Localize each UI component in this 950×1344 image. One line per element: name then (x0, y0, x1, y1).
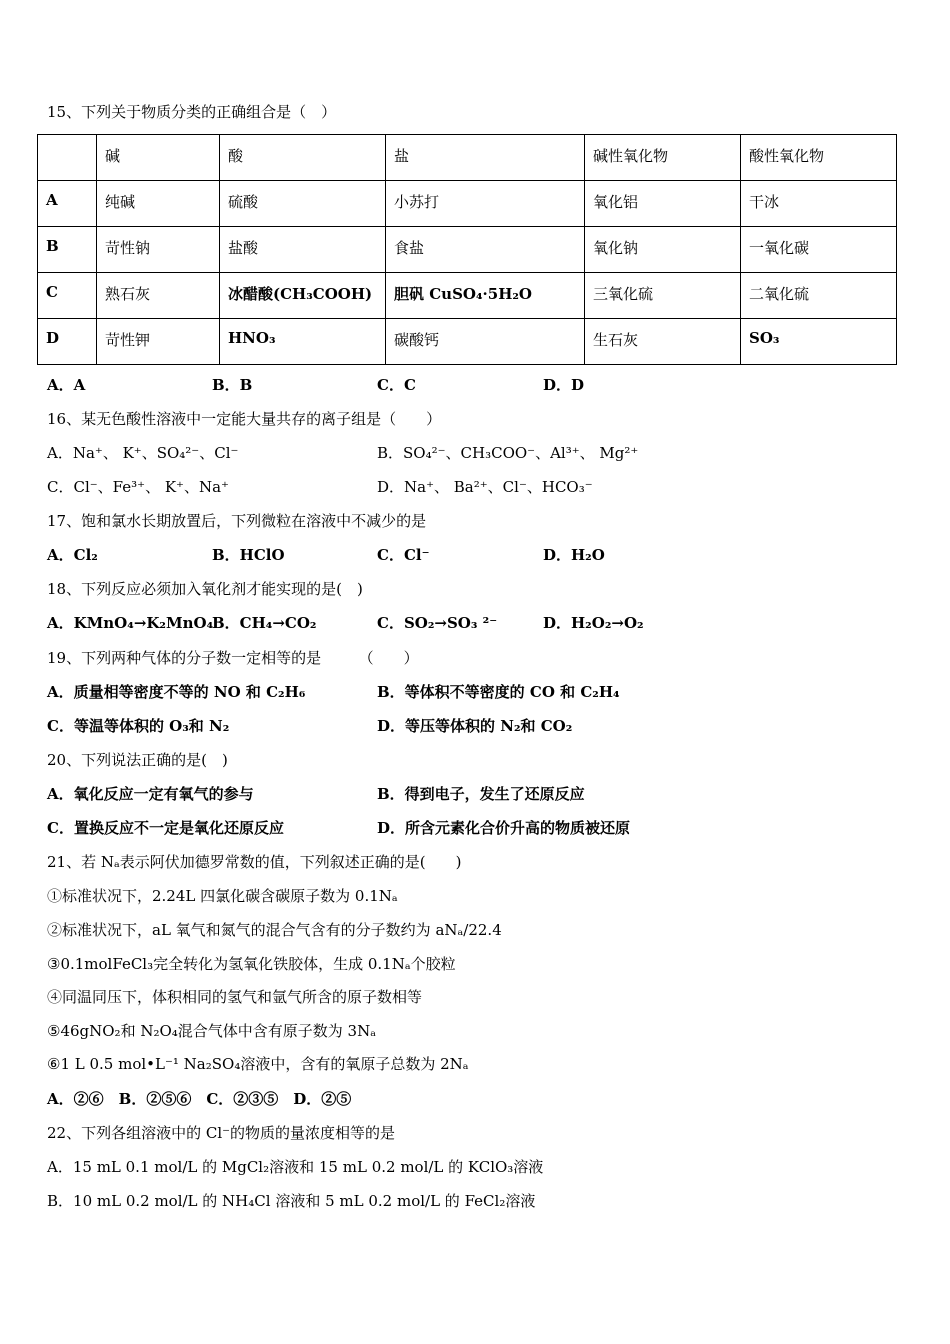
table-header-row (38, 135, 897, 181)
q21-options: A．②⑥ B．②⑤⑥ C．②③⑤ D．②⑤ (47, 1090, 352, 1108)
table-row (38, 273, 897, 319)
q19-option-d: D．等压等体积的 N₂和 CO₂ (377, 717, 573, 735)
q19-option-b: B．等体积不等密度的 CO 和 C₂H₄ (377, 683, 620, 701)
table-header-cell (38, 135, 97, 181)
q18-option-a: A．KMnO₄→K₂MnO₄ (47, 614, 214, 632)
q18-option-d: D．H₂O₂→O₂ (543, 614, 644, 632)
q15-option-a: A．A (47, 376, 86, 394)
table-header-cell: 酸性氧化物 (741, 135, 897, 181)
table-header-cell: 盐 (386, 135, 585, 181)
q16-stem: 16、某无色酸性溶液中一定能大量共存的离子组是（ ） (47, 410, 442, 428)
q17-option-d: D．H₂O (543, 546, 605, 564)
table-cell: 熟石灰 (97, 273, 220, 319)
table-cell: 氧化钠 (585, 227, 741, 273)
table-cell: 硫酸 (220, 181, 386, 227)
q21-statement-1: ①标准状况下，2.24L 四氯化碳含碳原子数为 0.1Nₐ (47, 887, 398, 905)
q21-statement-3: ③0.1molFeCl₃完全转化为氢氧化铁胶体，生成 0.1Nₐ个胶粒 (47, 955, 456, 973)
q20-option-a: A．氧化反应一定有氧气的参与 (47, 785, 254, 803)
q16-option-b: B．SO₄²⁻、CH₃COO⁻、Al³⁺、 Mg²⁺ (377, 444, 639, 462)
table-cell: HNO₃ (220, 319, 386, 365)
table-cell: 苛性钠 (97, 227, 220, 273)
q18-stem: 18、下列反应必须加入氧化剂才能实现的是( ) (47, 580, 363, 598)
q16-option-c: C．Cl⁻、Fe³⁺、 K⁺、Na⁺ (47, 478, 229, 496)
table-header-cell: 碱性氧化物 (585, 135, 741, 181)
q16-option-a: A．Na⁺、 K⁺、SO₄²⁻、Cl⁻ (47, 444, 239, 462)
table-cell: 碳酸钙 (386, 319, 585, 365)
table-cell: 生石灰 (585, 319, 741, 365)
q18-option-c: C．SO₂→SO₃ ²⁻ (377, 614, 498, 632)
classification-table (37, 134, 897, 365)
q15-option-d: D．D (543, 376, 585, 394)
table-header-cell: 碱 (97, 135, 220, 181)
q16-option-d: D．Na⁺、 Ba²⁺、Cl⁻、HCO₃⁻ (377, 478, 593, 496)
row-label: D (38, 319, 97, 365)
q21-statement-5: ⑤46gNO₂和 N₂O₄混合气体中含有原子数为 3Nₐ (47, 1022, 377, 1040)
q17-stem: 17、饱和氯水长期放置后，下列微粒在溶液中不减少的是 (47, 512, 427, 530)
row-label: A (38, 181, 97, 227)
q17-option-a: A．Cl₂ (47, 546, 98, 564)
table-row (38, 181, 897, 227)
table-cell: SO₃ (741, 319, 897, 365)
q20-option-d: D．所含元素化合价升高的物质被还原 (377, 819, 631, 837)
q22-option-a: A．15 mL 0.1 mol/L 的 MgCl₂溶液和 15 mL 0.2 mol/L 的 KClO₃溶液 (47, 1158, 544, 1176)
q21-statement-6: ⑥1 L 0.5 mol•L⁻¹ Na₂SO₄溶液中，含有的氧原子总数为 2Nₐ (47, 1055, 469, 1073)
table-cell: 盐酸 (220, 227, 386, 273)
q20-option-b: B．得到电子，发生了还原反应 (377, 785, 585, 803)
table-cell: 干冰 (741, 181, 897, 227)
table-cell: 苛性钾 (97, 319, 220, 365)
table-cell: 胆矾 CuSO₄·5H₂O (386, 273, 585, 319)
q15-stem: 15、下列关于物质分类的正确组合是（ ） (47, 103, 337, 121)
table-cell: 纯碱 (97, 181, 220, 227)
table-row (38, 227, 897, 273)
q21-statement-2: ②标准状况下，aL 氧气和氮气的混合气含有的分子数约为 aNₐ/22.4 (47, 921, 502, 939)
q15-option-c: C．C (377, 376, 416, 394)
q21-statement-4: ④同温同压下，体积相同的氢气和氩气所含的原子数相等 (47, 988, 423, 1006)
row-label: C (38, 273, 97, 319)
table-cell: 二氧化硫 (741, 273, 897, 319)
q19-option-c: C．等温等体积的 O₃和 N₂ (47, 717, 230, 735)
table-cell: 冰醋酸(CH₃COOH) (220, 273, 386, 319)
q15-option-b: B．B (212, 376, 253, 394)
q22-stem: 22、下列各组溶液中的 Cl⁻的物质的量浓度相等的是 (47, 1124, 396, 1142)
table-row (38, 319, 897, 365)
q22-option-b: B．10 mL 0.2 mol/L 的 NH₄Cl 溶液和 5 mL 0.2 mol/L 的 FeCl₂溶液 (47, 1192, 536, 1210)
table-cell: 氧化铝 (585, 181, 741, 227)
q21-stem: 21、若 Nₐ表示阿伏加德罗常数的值，下列叙述正确的是( ) (47, 853, 462, 871)
q17-option-b: B．HClO (212, 546, 285, 564)
table-cell: 食盐 (386, 227, 585, 273)
table-cell: 小苏打 (386, 181, 585, 227)
table-cell: 一氧化碳 (741, 227, 897, 273)
q19-option-a: A．质量相等密度不等的 NO 和 C₂H₆ (47, 683, 306, 701)
q20-stem: 20、下列说法正确的是( ) (47, 751, 228, 769)
table-header-cell: 酸 (220, 135, 386, 181)
q20-option-c: C．置换反应不一定是氧化还原反应 (47, 819, 284, 837)
q19-stem: 19、下列两种气体的分子数一定相等的是 （ ） (47, 649, 419, 667)
row-label: B (38, 227, 97, 273)
q17-option-c: C．Cl⁻ (377, 546, 430, 564)
table-cell: 三氧化硫 (585, 273, 741, 319)
q18-option-b: B．CH₄→CO₂ (212, 614, 317, 632)
